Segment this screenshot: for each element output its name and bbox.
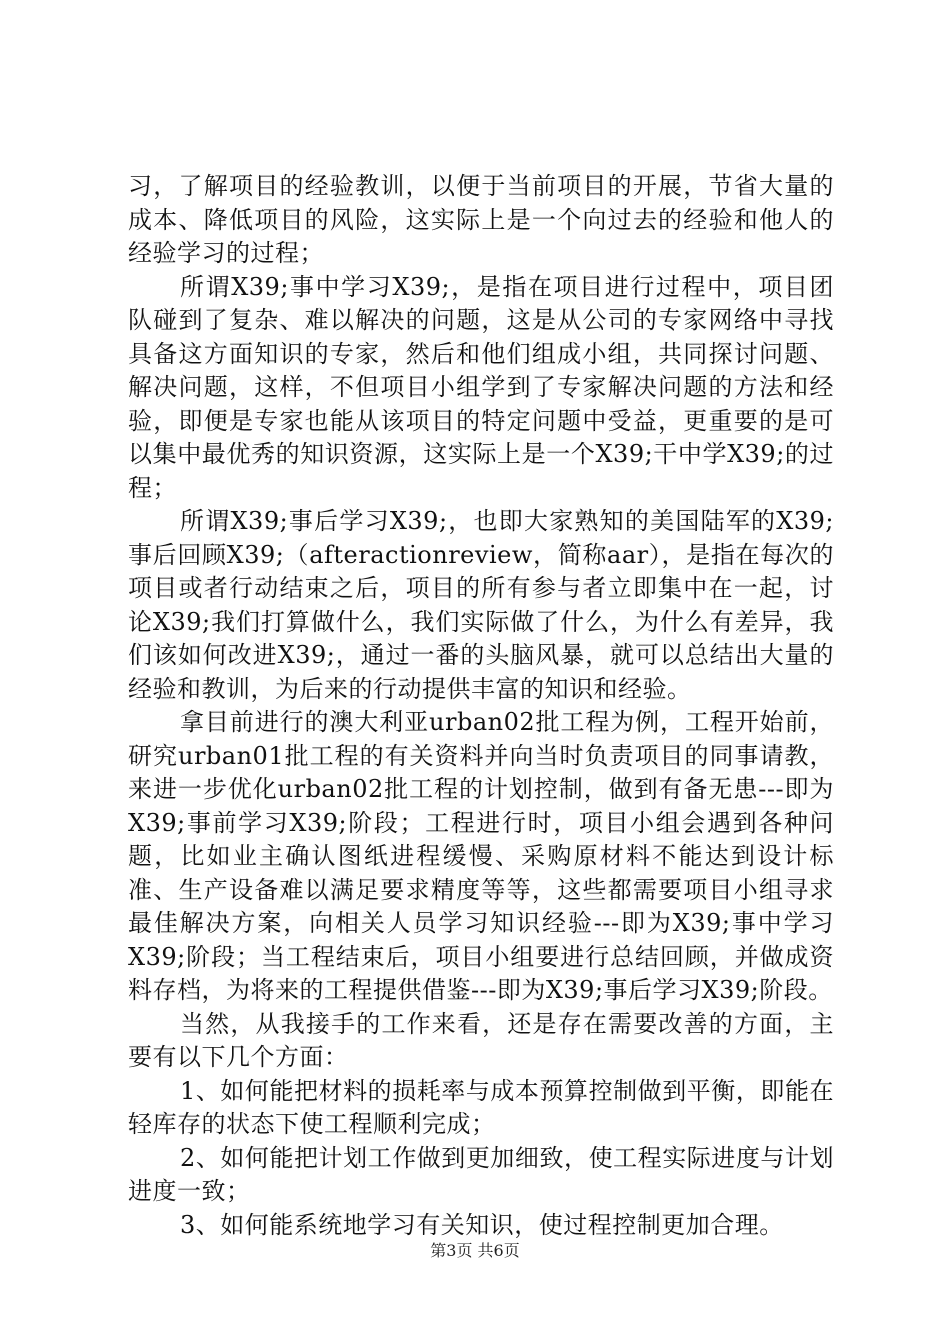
list-item-2: 2、如何能把计划工作做到更加细致，使工程实际进度与计划进度一致； — [128, 1143, 834, 1205]
list-item-3: 3、如何能系统地学习有关知识，使过程控制更加合理。 — [180, 1210, 784, 1239]
paragraph-after-action-learning: 所谓X39;事后学习X39;，也即大家熟知的美国陆军的X39;事后回顾X39;（afteractionreview，简称aar），是指在每次的项目或者行动结束之后，项目的所有参与者立即集中在一起，讨论X39;我们打算做什么，我们实际做了什么，为什么有差异，我们该如何改进X39;，通过一番的头脑风暴，就可以总结出大量的经验和教训，为后来的行动提供丰富的知识和经验。 — [128, 507, 834, 703]
paragraph-urban-project-example: 拿目前进行的澳大利亚urban02批工程为例，工程开始前，研究urban01批工程的有关资料并向当时负责项目的同事请教，来进一步优化urban02批工程的计划控制，做到有备无患---即为X39;事前学习X39;阶段；工程进行时，项目小组会遇到各种问题，比如业主确认图纸进程缓慢、采购原材料不能达到设计标准、生产设备难以满足要求精度等等，这些都需要项目小组寻求最佳解决方案，向相关人员学习知识经验---即为X39;事中学习X39;阶段；当工程结束后，项目小组要进行总结回顾，并做成资料存档，为将来的工程提供借鉴---即为X39;事后学习X39;阶段。 — [128, 708, 834, 1004]
paragraph-improvement-intro: 当然，从我接手的工作来看，还是存在需要改善的方面，主要有以下几个方面： — [128, 1009, 834, 1071]
body-text — [128, 170, 834, 1242]
paragraph-in-process-learning: 所谓X39;事中学习X39;，是指在项目进行过程中，项目团队碰到了复杂、难以解决的问题，这是从公司的专家网络中寻找具备这方面知识的专家，然后和他们组成小组，共同探讨问题、解决问题，这样，不但项目小组学到了专家解决问题的方法和经验，即便是专家也能从该项目的特定问题中受益，更重要的是可以集中最优秀的知识资源，这实际上是一个X39;干中学X39;的过程； — [128, 272, 834, 502]
list-item-1: 1、如何能把材料的损耗率与成本预算控制做到平衡，即能在轻库存的状态下使工程顺利完成； — [128, 1076, 834, 1138]
page-footer: 第3页 共6页 — [430, 1241, 520, 1260]
paragraph-continuation: 习，了解项目的经验教训，以便于当前项目的开展，节省大量的成本、降低项目的风险，这实际上是一个向过去的经验和他人的经验学习的过程； — [128, 172, 834, 267]
